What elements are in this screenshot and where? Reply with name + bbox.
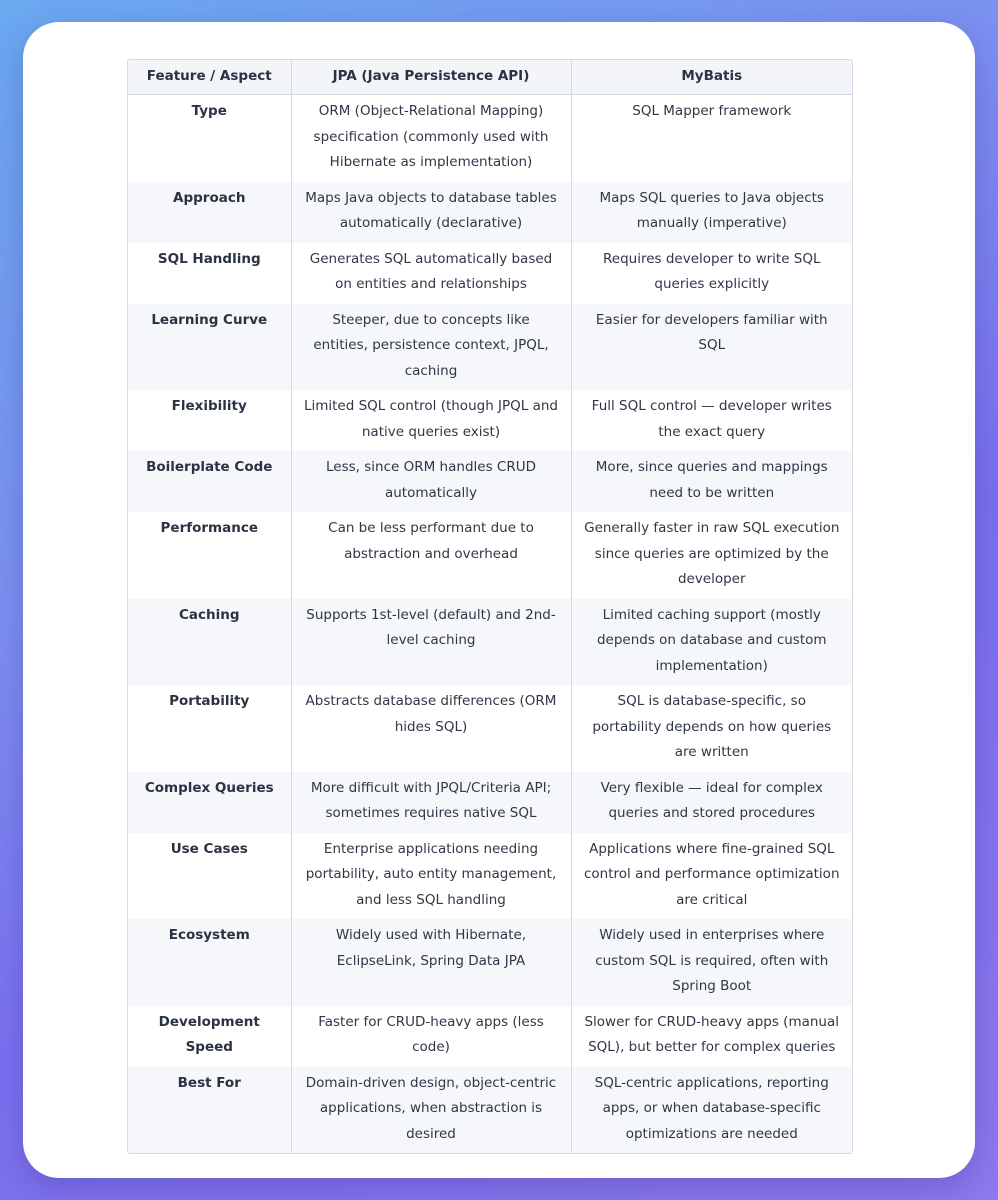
mybatis-cell: Limited caching support (mostly depends on database and custom implementation) <box>571 599 852 686</box>
jpa-cell: Domain-driven design, object-centric applications, when abstraction is desired <box>291 1067 571 1154</box>
jpa-cell: More difficult with JPQL/Criteria API; sometimes requires native SQL <box>291 772 571 833</box>
jpa-cell: Maps Java objects to database tables automatically (declarative) <box>291 182 571 243</box>
feature-cell: Learning Curve <box>128 304 291 391</box>
mybatis-cell: Full SQL control — developer writes the exact query <box>571 390 852 451</box>
feature-cell: Approach <box>128 182 291 243</box>
mybatis-cell: More, since queries and mappings need to be written <box>571 451 852 512</box>
mybatis-cell: Slower for CRUD-heavy apps (manual SQL), but better for complex queries <box>571 1006 852 1067</box>
jpa-cell: Steeper, due to concepts like entities, persistence context, JPQL, caching <box>291 304 571 391</box>
feature-cell: Development Speed <box>128 1006 291 1067</box>
card <box>23 22 975 1178</box>
feature-cell: Complex Queries <box>128 772 291 833</box>
header-row <box>128 60 852 95</box>
jpa-cell: Enterprise applications needing portability, auto entity management, and less SQL handling <box>291 833 571 920</box>
jpa-cell: Supports 1st-level (default) and 2nd-level caching <box>291 599 571 686</box>
table-row <box>128 685 852 772</box>
table-row <box>128 451 852 512</box>
mybatis-cell: SQL is database-specific, so portability depends on how queries are written <box>571 685 852 772</box>
feature-cell: Portability <box>128 685 291 772</box>
feature-cell: Best For <box>128 1067 291 1154</box>
feature-cell: Ecosystem <box>128 919 291 1006</box>
feature-cell: Boilerplate Code <box>128 451 291 512</box>
mybatis-cell: Requires developer to write SQL queries explicitly <box>571 243 852 304</box>
table-row <box>128 390 852 451</box>
jpa-cell: Widely used with Hibernate, EclipseLink, Spring Data JPA <box>291 919 571 1006</box>
mybatis-cell: Very flexible — ideal for complex queries and stored procedures <box>571 772 852 833</box>
table-row <box>128 599 852 686</box>
table-row <box>128 1067 852 1154</box>
jpa-cell: Limited SQL control (though JPQL and native queries exist) <box>291 390 571 451</box>
table-row <box>128 833 852 920</box>
jpa-cell: Can be less performant due to abstraction and overhead <box>291 512 571 599</box>
mybatis-cell: Maps SQL queries to Java objects manually (imperative) <box>571 182 852 243</box>
mybatis-cell: Widely used in enterprises where custom SQL is required, often with Spring Boot <box>571 919 852 1006</box>
table-row <box>128 1006 852 1067</box>
mybatis-cell: Easier for developers familiar with SQL <box>571 304 852 391</box>
jpa-cell: Less, since ORM handles CRUD automatically <box>291 451 571 512</box>
feature-cell: Use Cases <box>128 833 291 920</box>
feature-cell: Performance <box>128 512 291 599</box>
mybatis-cell: SQL Mapper framework <box>571 95 852 182</box>
table-header <box>128 60 852 95</box>
jpa-cell: Faster for CRUD-heavy apps (less code) <box>291 1006 571 1067</box>
table-row <box>128 304 852 391</box>
jpa-cell: Generates SQL automatically based on entities and relationships <box>291 243 571 304</box>
jpa-cell: ORM (Object-Relational Mapping) specification (commonly used with Hibernate as implementation) <box>291 95 571 182</box>
header-feature: Feature / Aspect <box>128 60 291 95</box>
mybatis-cell: SQL-centric applications, reporting apps, or when database-specific optimizations are needed <box>571 1067 852 1154</box>
feature-cell: SQL Handling <box>128 243 291 304</box>
mybatis-cell: Applications where fine-grained SQL control and performance optimization are critical <box>571 833 852 920</box>
comparison-table <box>128 60 852 1153</box>
feature-cell: Caching <box>128 599 291 686</box>
mybatis-cell: Generally faster in raw SQL execution since queries are optimized by the developer <box>571 512 852 599</box>
table-row <box>128 919 852 1006</box>
header-mybatis: MyBatis <box>571 60 852 95</box>
header-jpa: JPA (Java Persistence API) <box>291 60 571 95</box>
table-row <box>128 772 852 833</box>
table-row <box>128 182 852 243</box>
table-body <box>128 95 852 1154</box>
table-row <box>128 512 852 599</box>
jpa-cell: Abstracts database differences (ORM hides SQL) <box>291 685 571 772</box>
table-row <box>128 243 852 304</box>
feature-cell: Type <box>128 95 291 182</box>
table-row <box>128 95 852 182</box>
feature-cell: Flexibility <box>128 390 291 451</box>
comparison-table-container <box>127 59 853 1154</box>
